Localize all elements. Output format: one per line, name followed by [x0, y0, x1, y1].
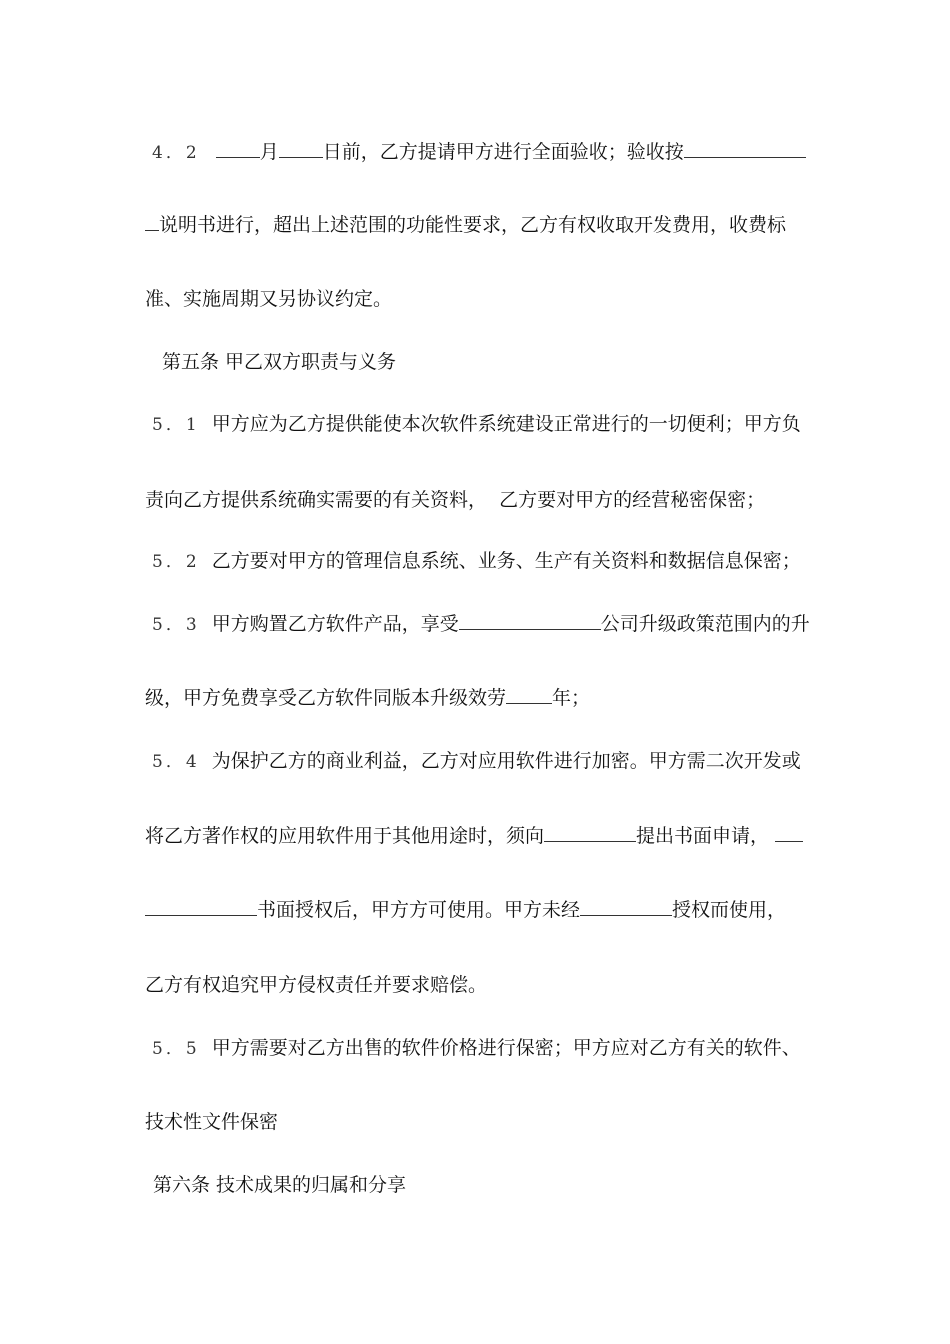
clause-5-4-line-3 [145, 897, 786, 923]
clause-5-1-line-1 [152, 411, 801, 438]
text: 技术性文件保密 [145, 1111, 279, 1133]
blank-field-spec [684, 139, 806, 158]
clause-4-2-line-2 [145, 212, 786, 238]
clause-number: 5．1 [152, 415, 200, 435]
blank-field-day [279, 139, 323, 158]
clause-5-5-line-2 [145, 1109, 278, 1135]
text: 乙方有权追究甲方侵权责任并要求赔偿。 [145, 974, 488, 996]
clause-5-3-line-2 [145, 685, 590, 711]
clause-number: 5．2 [152, 552, 200, 572]
text: 甲方应为乙方提供能使本次软件系统建设正常进行的一切便利；甲方负 [211, 413, 801, 435]
text: 说明书进行，超出上述范围的功能性要求，乙方有权收取开发费用，收费标 [159, 214, 787, 236]
text: 公司升级政策范围内的升 [600, 613, 810, 635]
clause-5-2-line-1 [152, 548, 801, 575]
text: 准、实施周期又另协议约定。 [145, 288, 393, 310]
clause-5-4-line-2 [145, 823, 803, 849]
clause-5-4-line-4 [145, 972, 487, 998]
text: 日前，乙方提请甲方进行全面验收；验收按 [322, 141, 684, 163]
blank-field-party [544, 823, 636, 842]
clause-number: 5．3 [152, 615, 200, 635]
clause-number: 5．4 [152, 752, 200, 772]
text: 为保护乙方的商业利益，乙方对应用软件进行加密。甲方需二次开发或 [211, 750, 801, 772]
article-6-heading [153, 1172, 406, 1198]
clause-5-5-line-1 [152, 1035, 801, 1062]
heading-text: 第五条 甲乙双方职责与义务 [162, 351, 397, 373]
clause-number: 5．5 [152, 1039, 200, 1059]
clause-4-2-line-1 [152, 139, 806, 166]
blank-field-company [459, 611, 601, 630]
clause-number: 4．2 [152, 143, 200, 163]
blank-field-authorizer [580, 897, 672, 916]
text: 年； [552, 687, 591, 709]
clause-5-1-line-2 [145, 487, 765, 513]
text: 甲方需要对乙方出售的软件价格进行保密；甲方应对乙方有关的软件、 [211, 1037, 801, 1059]
text: 将乙方著作权的应用软件用于其他用途时，须向 [145, 825, 545, 847]
heading-text: 第六条 技术成果的归属和分享 [153, 1174, 407, 1196]
clause-5-4-line-1 [152, 748, 801, 775]
article-5-heading [162, 349, 396, 375]
clause-4-2-line-3 [145, 286, 392, 312]
blank-field-month [216, 139, 260, 158]
clause-5-3-line-1 [152, 611, 810, 638]
blank-field-spec-cont [145, 212, 159, 231]
text: 责向乙方提供系统确实需要的有关资料， 乙方要对甲方的经营秘密保密； [145, 489, 766, 511]
blank-field-years [506, 685, 552, 704]
text: 书面授权后，甲方方可使用。甲方未经 [257, 899, 581, 921]
text: 授权而使用， [672, 899, 787, 921]
blank-field-approver [775, 823, 803, 842]
text: 乙方要对甲方的管理信息系统、业务、生产有关资料和数据信息保密； [211, 550, 801, 572]
text: 甲方购置乙方软件产品，享受 [211, 613, 459, 635]
text: 级，甲方免费享受乙方软件同版本升级效劳 [145, 687, 507, 709]
blank-field-approver-cont [145, 897, 257, 916]
text: 月 [259, 141, 279, 163]
text: 提出书面申请， [636, 825, 770, 847]
